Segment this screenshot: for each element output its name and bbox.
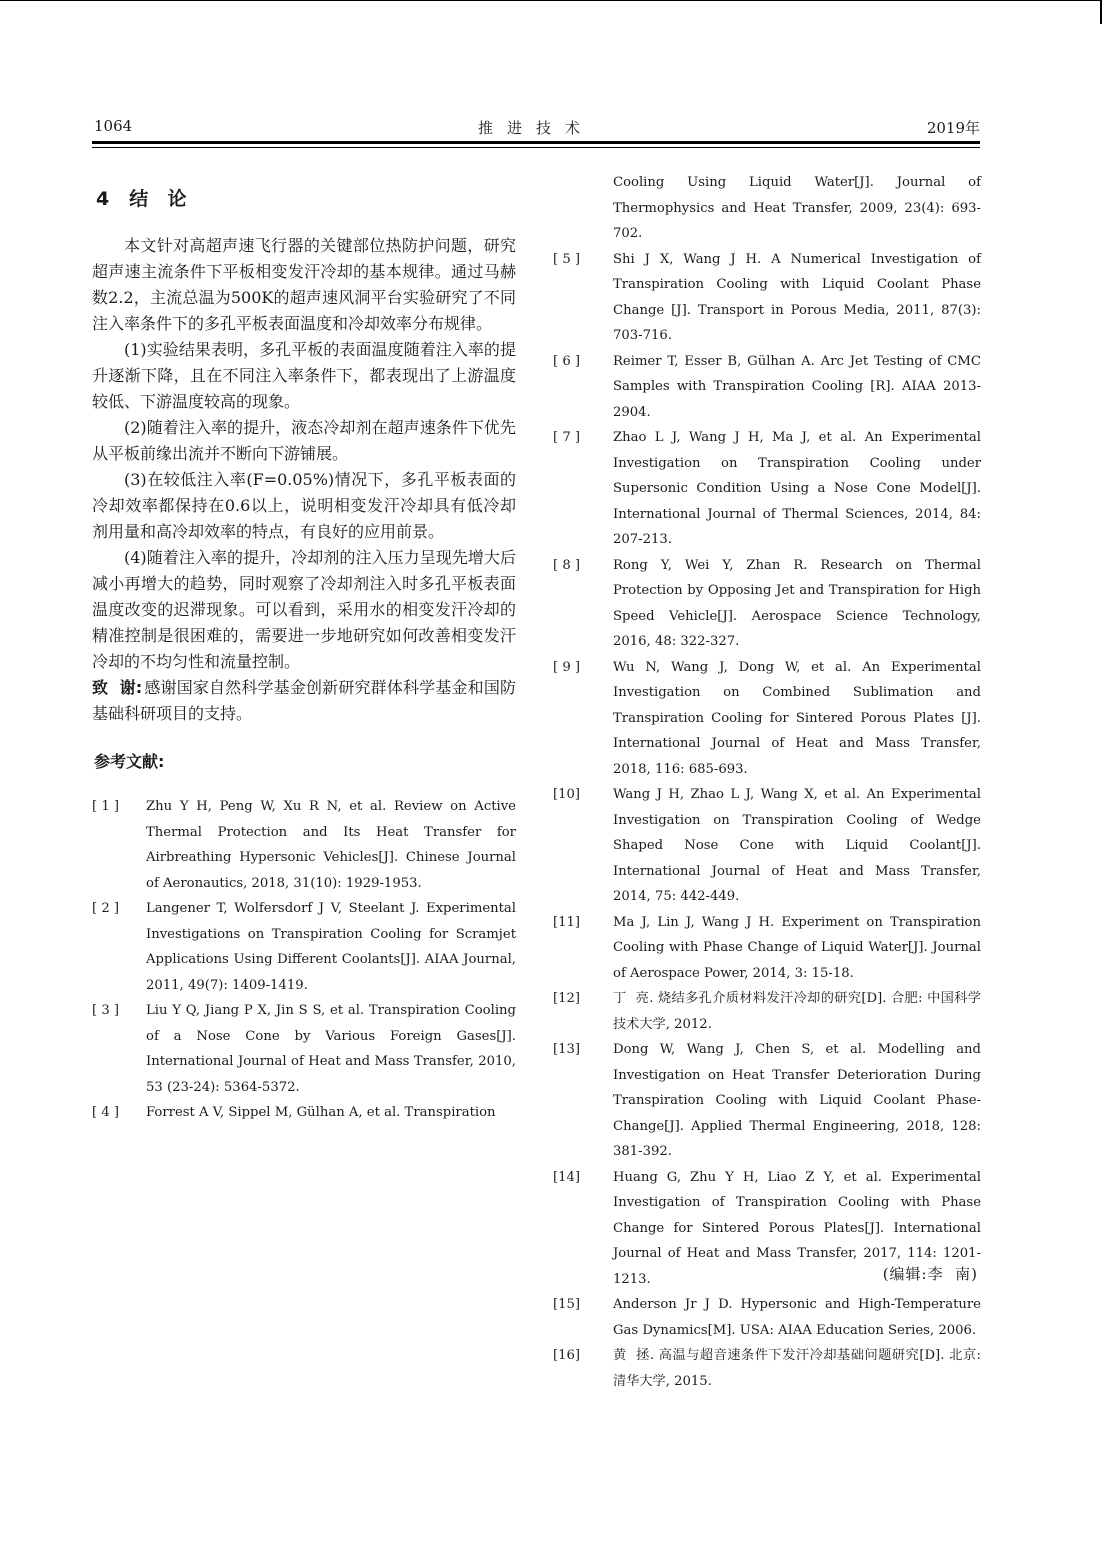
reference-index: [ 9 ] [553,659,581,675]
reference-item [553,1292,981,1343]
publication-year: 2019年 [926,119,980,137]
references-heading: 参考文献: [94,752,165,771]
reference-item [92,794,516,896]
reference-text: Langener T, Wolfersdorf J V, Steelant J. Experimental Investigations on Transpiration Cooling for Scramjet Applications Using Different Coolants[J]. AIAA Journal, 2011, 49(7): 1409-1419. [146,901,516,993]
reference-index: [ 2 ] [92,901,120,916]
reference-index: [12] [553,991,581,1006]
reference-index: [13] [553,1042,581,1057]
acknowledgment-text: 感谢国家自然科学基金创新研究群体科学基金和国防基础科研项目的支持。 [92,678,516,723]
header-rule-thick [92,141,980,144]
paragraph: 本文针对高超声速飞行器的关键部位热防护问题，研究超声速主流条件下平板相变发汗冷却的基本规律。通过马赫数2.2，主流总温为500K的超声速风洞平台实验研究了不同注入率条件下的多孔平板表面温度和冷却效率分布规律。 [92,236,516,333]
reference-item [553,986,981,1037]
reference-continuation: Cooling Using Liquid Water[J]. Journal of Thermophysics and Heat Transfer, 2009, 23(4): 693-702. [613,175,981,241]
reference-text: Reimer T, Esser B, Gülhan A. Arc Jet Testing of CMC Samples with Transpiration Cooling [R]. AIAA 2013-2904. [613,353,981,420]
reference-item [553,425,981,553]
editor-note: (编辑:李 南) [882,1265,978,1283]
reference-index: [ 8 ] [553,557,581,573]
reference-item [553,1037,981,1165]
section-number: 4 [96,188,112,210]
top-border [0,0,1102,1]
reference-item [92,998,516,1100]
reference-index: [ 5 ] [553,251,581,267]
reference-item [553,655,981,783]
reference-item [553,910,981,987]
paragraph: (3)在较低注入率(F=0.05%)情况下，多孔平板表面的冷却效率都保持在0.6以上，说明相变发汗冷却具有低冷却剂用量和高冷却效率的特点，有良好的应用前景。 [92,470,516,541]
reference-index: [ 6 ] [553,353,581,369]
section-title: 结 论 [129,188,189,210]
reference-text: Liu Y Q, Jiang P X, Jin S S, et al. Transpiration Cooling of a Nose Cone by Various Foreign Gases[J]. International Journal of Heat and Mass Transfer, 2010, 53 (23-24): 5364-5372. [146,1003,516,1095]
reference-text: Huang G, Zhu Y H, Liao Z Y, et al. Experimental Investigation of Transpiration Cooling with Phase Change for Sintered Porous Plates[J]. International Journal of Heat and Mass Transfer, 2017, 114: 1201-1213. [613,1169,981,1287]
reference-index: [ 3 ] [92,1003,120,1018]
paragraph: (1)实验结果表明，多孔平板的表面温度随着注入率的提升逐渐下降，且在不同注入率条件下，都表现出了上游温度较低、下游温度较高的现象。 [92,340,516,411]
reference-text: Zhao L J, Wang J H, Ma J, et al. An Experimental Investigation on Transpiration Cooling under Supersonic Condition Using a Nose Cone Model[J]. International Journal of Thermal Sciences, 2014, 84: 207-213. [613,430,981,547]
corner-mark [1094,0,1102,24]
reference-index: [ 7 ] [553,430,581,445]
acknowledgment [92,675,516,727]
reference-text: Wang J H, Zhao L J, Wang X, et al. An Experimental Investigation on Transpiration Cooling of Wedge Shaped Nose Cone with Liquid Coolant[J]. International Journal of Heat and Mass Transfer, 2014, 75: 442-449. [613,787,981,904]
reference-item [92,896,516,998]
reference-index: [11] [553,914,581,930]
reference-text: 丁 亮. 烧结多孔介质材料发汗冷却的研究[D]. 合肥: 中国科学技术大学, 2012. [613,991,981,1032]
reference-text: Wu N, Wang J, Dong W, et al. An Experimental Investigation on Combined Sublimation and Transpiration Cooling for Sintered Porous Plates [J]. International Journal of Heat and Mass Transfer, 2018, 116: 685-693. [613,659,981,777]
reference-text: Zhu Y H, Peng W, Xu R N, et al. Review on Active Thermal Protection and Its Heat Transfer for Airbreathing Hypersonic Vehicles[J]. Chinese Journal of Aeronautics, 2018, 31(10): 1929-1953. [146,799,516,891]
reference-item [553,247,981,349]
reference-text: Rong Y, Wei Y, Zhan R. Research on Thermal Protection by Opposing Jet and Transpiration for High Speed Vehicle[J]. Aerospace Science Technology, 2016, 48: 322-327. [613,557,981,649]
reference-item [553,1343,986,1394]
reference-item [92,1100,516,1126]
section-heading [96,184,516,211]
reference-item [553,349,981,426]
page-number: 1064 [94,117,133,135]
reference-index: [ 4 ] [92,1105,120,1120]
reference-text: Shi J X, Wang J H. A Numerical Investigation of Transpiration Cooling with Liquid Coolant Phase Change [J]. Transport in Porous Media, 2011, 87(3): 703-716. [613,251,981,343]
reference-text: Anderson Jr J D. Hypersonic and High-Temperature Gas Dynamics[M]. USA: AIAA Education Series, 2006. [613,1297,981,1338]
reference-item [553,553,981,655]
acknowledgment-label: 致 谢: [92,678,143,697]
reference-index: [15] [553,1297,581,1312]
reference-index: [ 1 ] [92,799,120,814]
reference-text: Forrest A V, Sippel M, Gülhan A, et al. Transpiration [146,1105,496,1120]
reference-item [553,782,981,910]
reference-text: Ma J, Lin J, Wang J H. Experiment on Transpiration Cooling with Phase Change of Liquid Water[J]. Journal of Aerospace Power, 2014, 3: 15-18. [613,914,981,981]
left-column [92,180,516,1126]
journal-name: 推进技术 [477,119,594,137]
paragraph: (4)随着注入率的提升，冷却剂的注入压力呈现先增大后减小再增大的趋势，同时观察了冷却剂注入时多孔平板表面温度改变的迟滞现象。可以看到，采用水的相变发汗冷却的精准控制是很困难的，需要进一步地研究如何改善相变发汗冷却的不均匀性和流量控制。 [92,548,516,671]
header-rule-thin [92,147,980,148]
reference-index: [10] [553,787,581,802]
reference-text: Dong W, Wang J, Chen S, et al. Modelling and Investigation on Heat Transfer Deterioration During Transpiration Cooling with Liquid Coolant Phase-Change[J]. Applied Thermal Engineering, 2018, 128: 381-392. [613,1042,981,1159]
reference-index: [16] [553,1348,581,1363]
right-column [553,170,986,1394]
reference-text: 黄 拯. 高温与超音速条件下发汗冷却基础问题研究[D]. 北京: 清华大学, 2015. [613,1348,986,1389]
running-header [92,117,980,139]
paragraph: (2)随着注入率的提升，液态冷却剂在超声速条件下优先从平板前缘出流并不断向下游铺展。 [92,418,516,463]
reference-index: [14] [553,1169,581,1185]
